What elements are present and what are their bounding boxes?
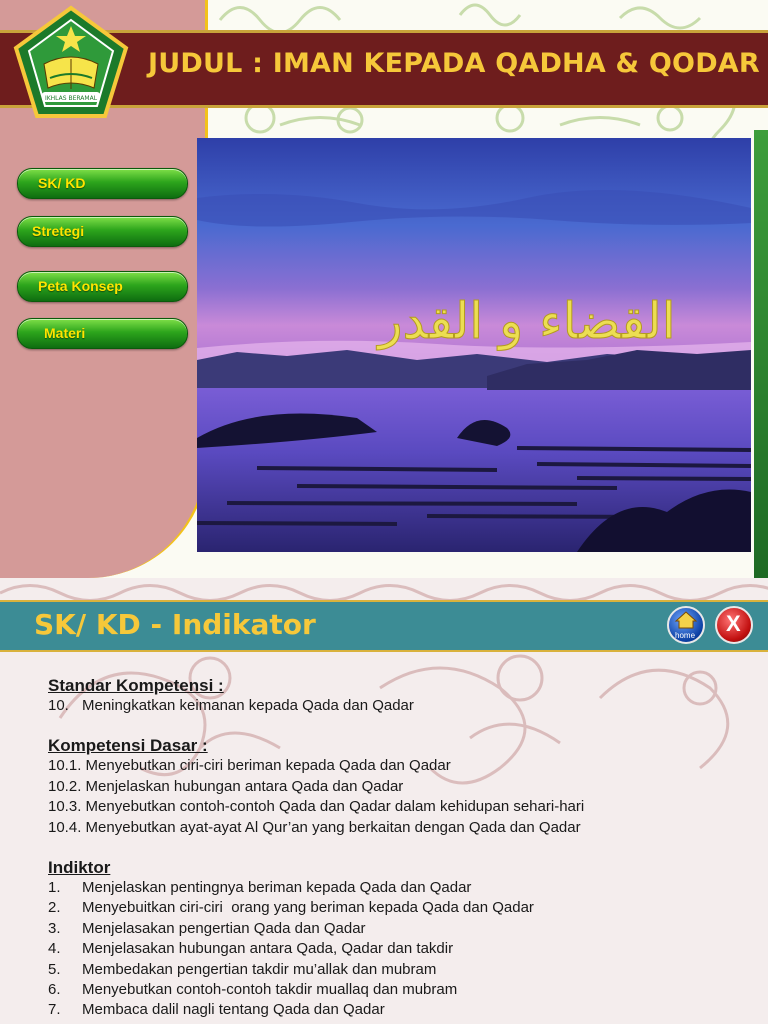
nav-button-sk-kd[interactable] [17, 168, 188, 199]
close-icon: X [726, 611, 741, 636]
section-title: SK/ KD - Indikator [34, 608, 316, 641]
arabic-title: القضاء و القدر [378, 292, 676, 350]
list-item: 3. Menjelasakan pengertian Qada dan Qadar [48, 919, 366, 937]
green-side-strip [754, 130, 768, 578]
list-item: 10. Meningkatkan keimanan kepada Qada dan Qadar [48, 697, 414, 714]
content-area [48, 676, 748, 1021]
indikator-heading: Indiktor [48, 858, 111, 878]
list-item: 7. Membaca dalil nagli tentang Qada dan Qadar [48, 1001, 385, 1019]
sunset-lake-photo [197, 138, 751, 552]
home-button[interactable] [667, 606, 705, 644]
nav-button-label: Peta Konsep [38, 278, 123, 294]
nav-button-materi[interactable] [17, 318, 188, 349]
list-item: 4. Menjelasakan hubungan antara Qada, Qadar dan takdir [48, 940, 454, 958]
slide-sk-kd-indikator [0, 578, 768, 1024]
list-item: 10.1. Menyebutkan ciri-ciri beriman kepada Qada dan Qadar [48, 757, 451, 775]
slide-title-text: JUDUL : IMAN KEPADA QADHA & QODAR [148, 48, 760, 79]
list-item: 5. Membedakan pengertian takdir mu’allak dan mubram [48, 960, 437, 978]
close-button[interactable] [715, 606, 753, 644]
nav-button-label: Stretegi [32, 223, 85, 239]
list-item: 6. Menyebutkan contoh-contoh takdir muallaq dan mubram [48, 981, 458, 999]
standar-kompetensi-heading: Standar Kompetensi : [48, 676, 224, 695]
list-item: 1. Menjelaskan pentingnya beriman kepada Qada dan Qadar [48, 879, 472, 897]
nav-button-peta-konsep[interactable] [17, 271, 188, 302]
home-icon [669, 608, 703, 632]
kemenag-logo-icon [10, 4, 132, 120]
kompetensi-dasar-heading: Kompetensi Dasar : [48, 736, 208, 756]
nav-button-label: Materi [44, 325, 86, 341]
list-item: 10.3. Menyebutkan contoh-contoh Qada dan Qadar dalam kehidupan sehari-hari [48, 798, 585, 816]
home-label: home [675, 631, 696, 640]
list-item: 2. Menyebuitkan ciri-ciri orang yang beriman kepada Qada dan Qadar [48, 899, 534, 917]
nav-button-label: SK/ KD [38, 175, 86, 191]
list-item: 10.4. Menyebutkan ayat-ayat Al Qur’an yang berkaitan dengan Qada dan Qadar [48, 818, 581, 836]
list-item: 10.2. Menjelaskan hubungan antara Qada dan Qadar [48, 777, 404, 795]
svg-text:IKHLAS BERAMAL: IKHLAS BERAMAL [44, 95, 98, 102]
nav-button-strategi[interactable] [17, 216, 188, 247]
